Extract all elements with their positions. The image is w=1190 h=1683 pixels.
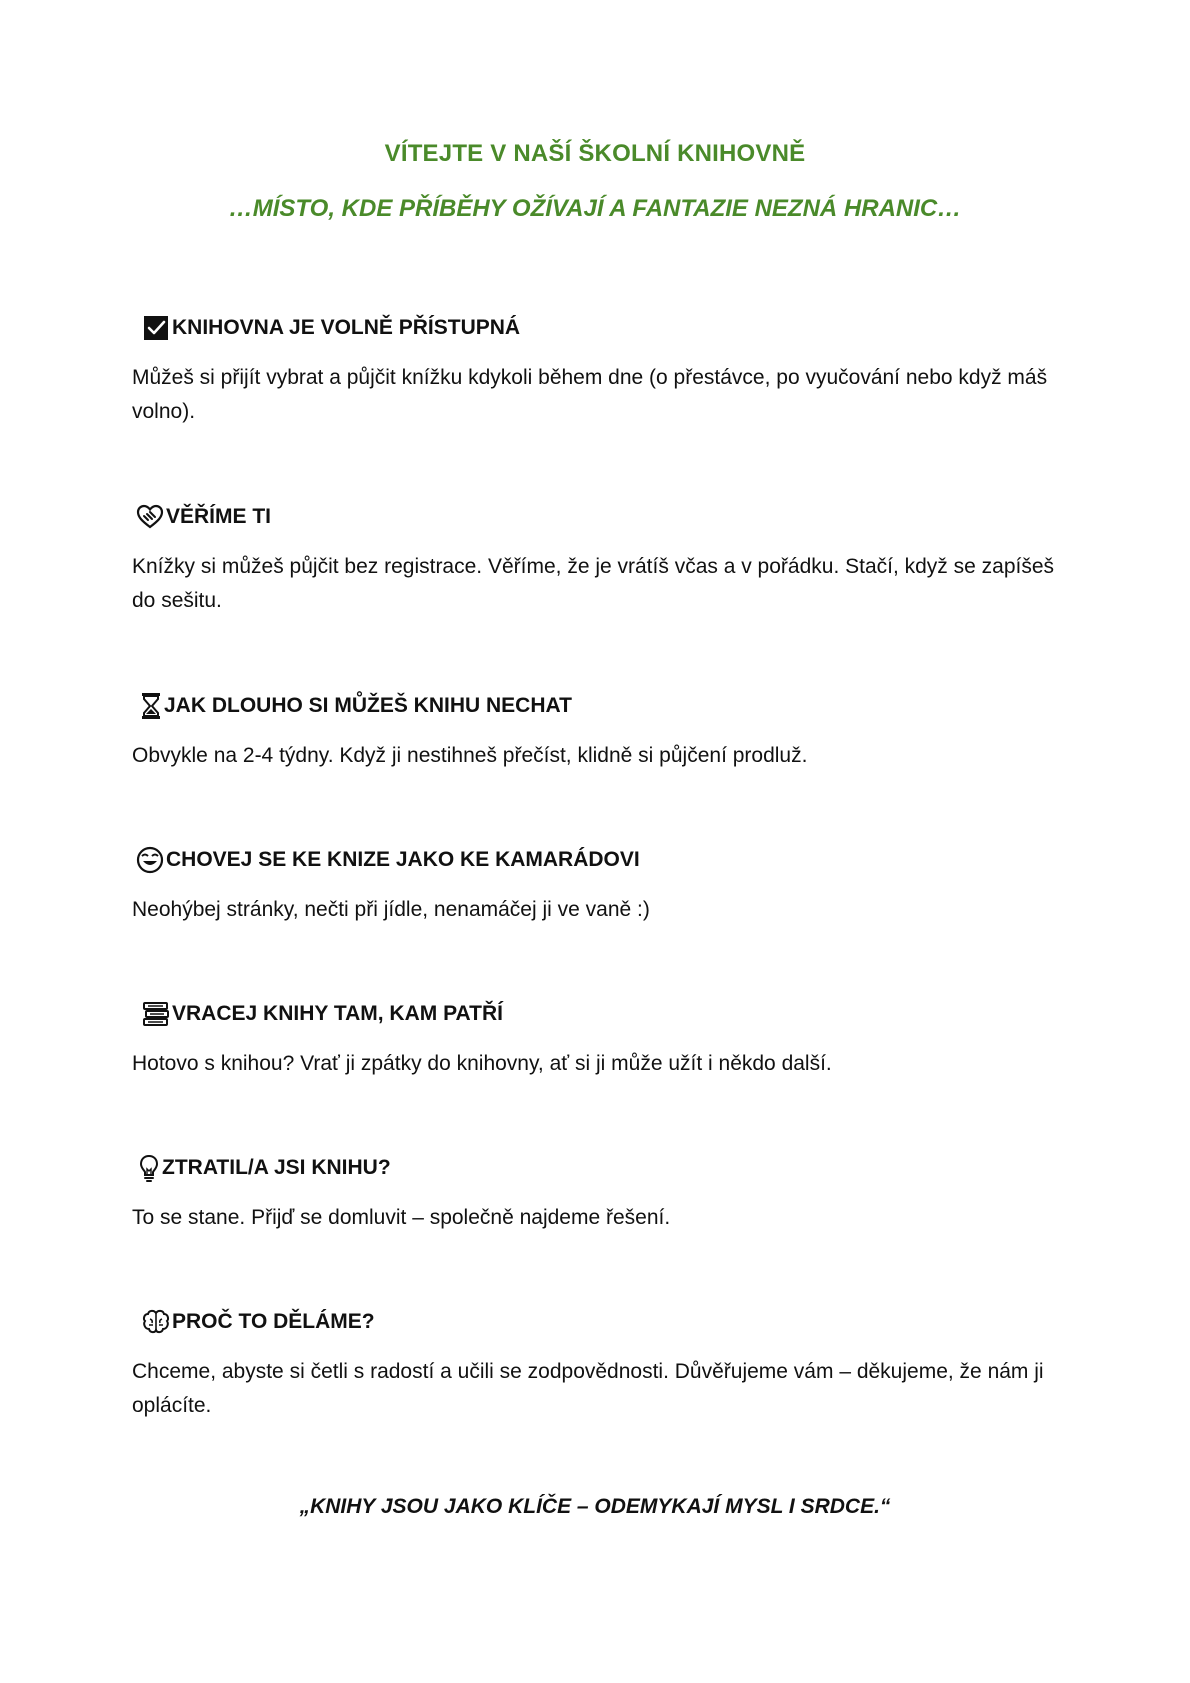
section-heading — [136, 502, 1062, 532]
section-heading — [142, 313, 1062, 343]
section-treat-book — [132, 845, 1062, 927]
section-return-books — [132, 999, 1062, 1081]
handshake-heart-icon — [136, 503, 164, 531]
closing-quote: „KNIHY JSOU JAKO KLÍČE – ODEMYKAJÍ MYSL I SRDCE.“ — [299, 1495, 891, 1518]
section-lost-book — [132, 1153, 1062, 1235]
hourglass-icon — [140, 692, 162, 720]
brain-icon — [142, 1308, 170, 1336]
section-heading-label: CHOVEJ SE KE KNIZE JAKO KE KAMARÁDOVI — [166, 848, 640, 871]
section-heading-label: PROČ TO DĚLÁME? — [172, 1310, 375, 1333]
section-heading-label: KNIHOVNA JE VOLNĚ PŘÍSTUPNÁ — [172, 316, 521, 339]
section-text: Můžeš si přijít vybrat a půjčit knížku kdykoli během dne (o přestávce, po vyučování nebo když máš volno). — [132, 366, 1048, 423]
section-why — [132, 1307, 1062, 1423]
section-heading — [136, 845, 1062, 875]
smiling-face-icon — [136, 846, 164, 874]
book-stack-icon — [142, 1000, 170, 1028]
section-text: Hotovo s knihou? Vrať ji zpátky do knihovny, ať si ji může užít i někdo další. — [132, 1052, 832, 1075]
section-text: To se stane. Přijď se domluvit – společně najdeme řešení. — [132, 1206, 671, 1229]
section-accessible — [132, 313, 1062, 429]
section-loan-period — [132, 691, 1062, 773]
lightbulb-icon — [138, 1154, 160, 1182]
section-heading-label: VĚŘÍME TI — [166, 505, 272, 528]
section-heading-label: ZTRATIL/A JSI KNIHU? — [162, 1156, 391, 1179]
section-trust — [132, 502, 1062, 618]
section-heading — [138, 1153, 1062, 1183]
section-text: Knížky si můžeš půjčit bez registrace. Věříme, že je vrátíš včas a v pořádku. Stačí, když se zapíšeš do sešitu. — [132, 555, 1055, 612]
section-heading-label: VRACEJ KNIHY TAM, KAM PATŘÍ — [172, 1002, 503, 1025]
checkmark-box-icon — [142, 314, 170, 342]
section-text: Obvykle na 2-4 týdny. Když ji nestihneš přečíst, klidně si půjčení prodluž. — [132, 744, 808, 767]
page-title: VÍTEJTE V NAŠÍ ŠKOLNÍ KNIHOVNĚ — [384, 140, 806, 167]
section-heading — [142, 999, 1062, 1029]
section-text: Neohýbej stránky, nečti při jídle, nenamáčej ji ve vaně :) — [132, 898, 650, 921]
page-subtitle: …MÍSTO, KDE PŘÍBĚHY OŽÍVAJÍ A FANTAZIE NEZNÁ HRANIC… — [228, 195, 962, 222]
section-heading-label: JAK DLOUHO SI MŮŽEŠ KNIHU NECHAT — [164, 694, 572, 717]
section-heading — [142, 1307, 1062, 1337]
section-text: Chceme, abyste si četli s radostí a učili se zodpovědnosti. Důvěřujeme vám – děkujeme, že nám ji oplácíte. — [132, 1360, 1044, 1417]
section-heading — [140, 691, 1062, 721]
